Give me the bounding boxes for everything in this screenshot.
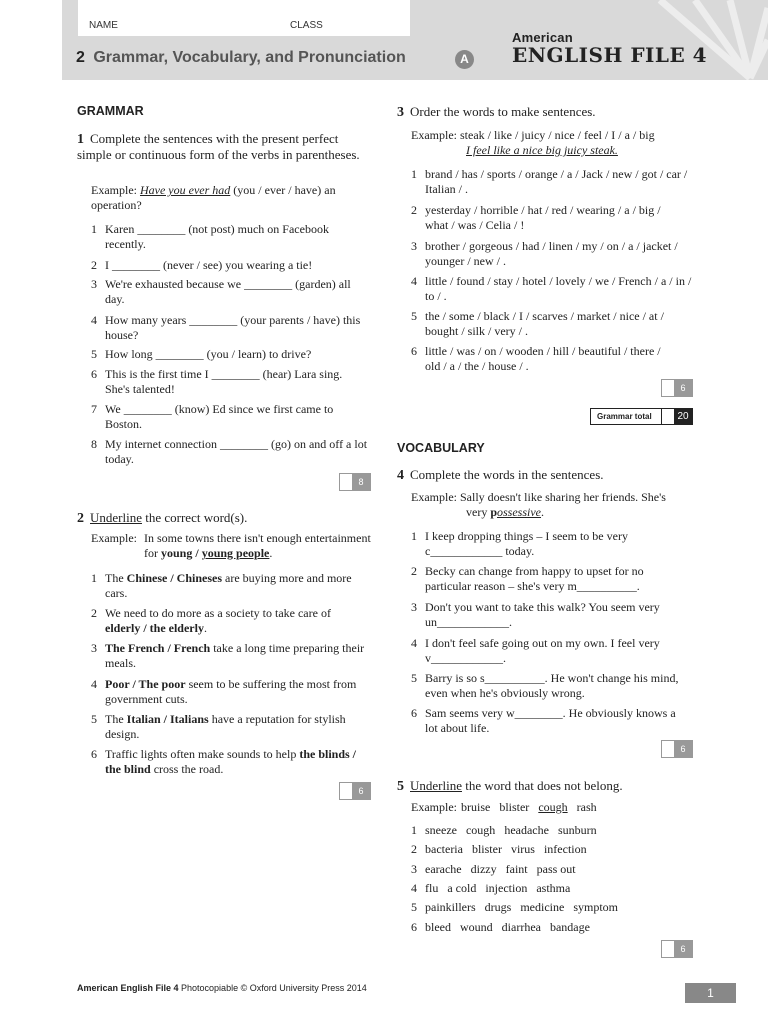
list-item: 3 brother / gorgeous / had / linen / my / on / a / jacket / younger / new / . [411,239,678,268]
ex5-number: 5 [397,779,404,794]
list-item: 6 Sam seems very w________. He obviously knows a lot about life. [411,706,676,735]
list-item: 8 My internet connection ________ (go) on and off a lot today. [91,437,368,466]
list-item: 4 How many years ________ (your parents / have) this house? [91,313,361,342]
grammar-total-label: Grammar total [597,412,652,421]
ex3-example: Example: steak / like / juicy / nice / feel / I / a / big I feel like a nice big juicy steak. [411,128,655,157]
grammar-heading: GRAMMAR [77,104,144,118]
brand-small: American [512,30,573,45]
list-item: 5 painkillers drugs medicine symptom [411,900,618,914]
ex3-score: 6 [674,380,692,396]
ex1-score-box [339,473,371,491]
ex1-instruction-text: Complete the sentences with the present perfect simple or continuous form of the verbs in parentheses. [77,131,360,162]
brand-logo [512,30,707,67]
list-item: 5 Barry is so s__________. He won't change his mind, even when he's obviously wrong. [411,671,679,700]
ex2-underline-word: Underline [90,510,142,525]
list-item: 6 This is the first time I ________ (hear) Lara sing. She's talented! [91,367,343,396]
ex2-instruction-text: the correct word(s). [141,510,248,525]
ex2-score-box [339,782,371,800]
list-item: 1 I keep dropping things – I seem to be very c____________ today. [411,529,628,558]
ex3-instruction [397,104,697,120]
list-item: 4 flu a cold injection asthma [411,881,571,895]
ex3-number: 3 [397,105,404,120]
ex5-instruction-text: the word that does not belong. [461,778,623,793]
list-item: 4 Poor / The poor seem to be suffering the most from government cuts. [91,677,357,706]
ex3-score-box [661,379,693,397]
list-item: 5 the / some / black / I / scarves / market / nice / at / bought / silk / very / . [411,309,664,338]
ex2-example: Example: In some towns there isn't enough entertainment for young / young people. [91,531,371,560]
list-item: 3 We're exhausted because we ________ (garden) all day. [91,277,351,306]
ex5-score-box [661,940,693,958]
ex5-instruction [397,778,697,794]
ex1-example-label: Example: [91,183,137,197]
list-item: 5 The Italian / Italians have a reputation for stylish design. [91,712,346,741]
list-item: 5 How long ________ (you / learn) to drive? [91,347,312,361]
ex4-number: 4 [397,468,404,483]
list-item: 2 I ________ (never / see) you wearing a tie! [91,258,313,272]
list-item: 7 We ________ (know) Ed since we first came to Boston. [91,402,334,431]
page-title [76,49,406,67]
footer [77,983,367,993]
list-item: 2 We need to do more as a society to take care of elderly / the elderly. [91,606,331,635]
unit-number: 2 [76,49,85,66]
ex1-example [91,183,369,213]
footer-rest: Photocopiable © Oxford University Press 2014 [178,983,367,993]
ex1-number: 1 [77,132,84,147]
ex1-instruction [77,131,367,162]
ex2-number: 2 [77,511,84,526]
list-item: 4 I don't feel safe going out on my own. I feel very v____________. [411,636,660,665]
list-item: 3 earache dizzy faint pass out [411,862,576,876]
ex4-score: 6 [674,741,692,757]
list-item: 2 bacteria blister virus infection [411,842,587,856]
ex4-instruction [397,467,697,483]
ex4-instruction-text: Complete the words in the sentences. [410,467,604,482]
grammar-total-box [590,408,693,425]
title-text: Grammar, Vocabulary, and Pronunciation [93,49,406,66]
list-item: 6 bleed wound diarrhea bandage [411,920,590,934]
ex5-score: 6 [674,941,692,957]
name-class-box [78,0,410,36]
list-item: 3 Don't you want to take this walk? You seem very un____________. [411,600,660,629]
ex4-score-box [661,740,693,758]
ex2-instruction [77,510,367,526]
name-label: NAME [89,20,118,31]
list-item: 1 brand / has / sports / orange / a / Jack / new / got / car / Italian / . [411,167,688,196]
list-item: 2 yesterday / horrible / hat / red / wearing / a / big / what / was / Celia / ! [411,203,661,232]
page-number: 1 [685,983,736,1003]
ex2-score: 6 [352,783,370,799]
list-item: 4 little / found / stay / hotel / lovely / we / French / a / in / to / . [411,274,692,303]
list-item: 2 Becky can change from happy to upset for no particular reason – she's very m__________. [411,564,644,593]
list-item: 1 Karen ________ (not post) much on Facebook recently. [91,222,329,251]
grammar-total-value: 20 [674,409,692,424]
level-badge: A [455,50,474,69]
ex1-example-answer: Have you ever had [139,183,231,197]
brand-big: ENGLISH FILE 4 [512,43,708,67]
class-label: CLASS [290,20,323,31]
list-item: 1 The Chinese / Chineses are buying more and more cars. [91,571,352,600]
ex5-example: Example: bruise blister cough rash [411,800,597,814]
ex4-example: Example: Sally doesn't like sharing her friends. She's very possessive. [411,490,666,519]
list-item: 3 The French / French take a long time preparing their meals. [91,641,365,670]
list-item: 6 Traffic lights often make sounds to help the blinds / the blind cross the road. [91,747,357,776]
ex1-score: 8 [352,474,370,490]
list-item: 1 sneeze cough headache sunburn [411,823,597,837]
ex5-underline-word: Underline [410,778,462,793]
ex1-example-rest: (you / ever / have) an operation? [91,183,336,212]
vocabulary-heading: VOCABULARY [397,441,485,455]
ex3-instruction-text: Order the words to make sentences. [410,104,596,119]
list-item: 6 little / was / on / wooden / hill / beautiful / there / old / a / the / house / . [411,344,661,373]
footer-bold: American English File 4 [77,983,179,993]
